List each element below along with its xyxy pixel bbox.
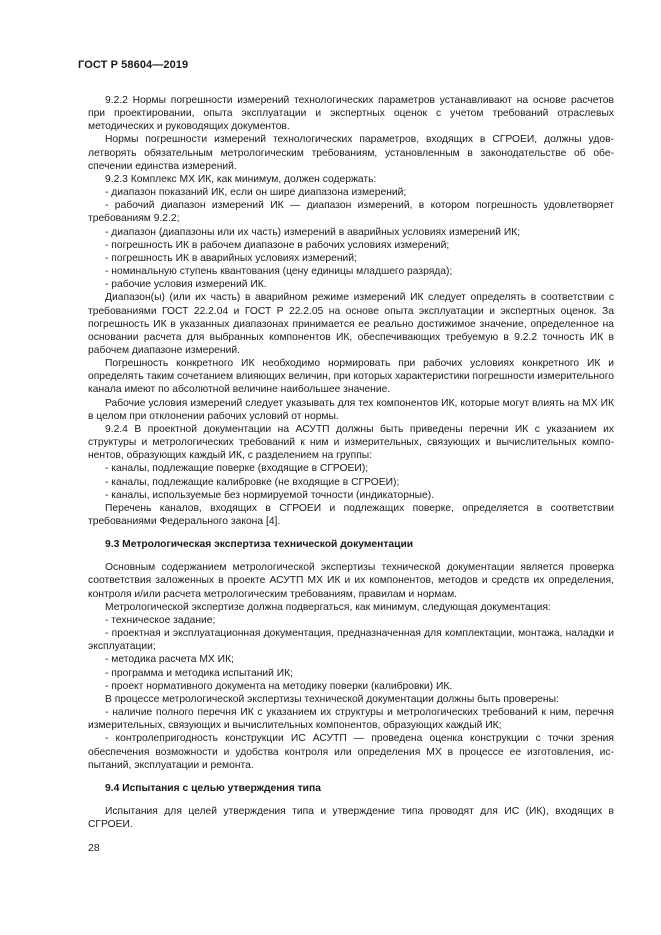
- list-item: - проектная и эксплуатационная документация, предназначенная для комплектации, монтажа, наладки и эксплуатации;: [88, 628, 614, 653]
- list-item: - каналы, используемые без нормируемой точности (индикаторные).: [105, 489, 435, 501]
- paragraph: Основным содержанием метрологической экспертизы технической документации является проверка соответствия заложенных в проекте АСУТП МХ ИК и их компонентов, методов и средств их определения, контроля и/или расчета метрологическим требованиям, правилам и нормам.: [88, 562, 614, 600]
- list-item: - рабочие условия измерений ИК.: [105, 279, 267, 291]
- paragraph: Перечень каналов, входящих в СГРОЕИ и подлежащих поверке, определяется в соответствии требованиями Федерального закона [4].: [88, 502, 614, 527]
- list-item: - методика расчета МХ ИК;: [105, 654, 234, 666]
- paragraph: Диапазон(ы) (или их часть) в аварийном режиме измерений ИК следует определять в соответствии с требованиями ГОСТ 22.2.04 и ГОСТ Р 22.2.05 на основе опыта эксплуатации и экспертных оценок. За погрешность ИК в указанных диапазонах принимается ее реально достижимое значение, определенное на основании расчета для выбранных компонентов ИК, обеспечивающих требуемую в 9.2.2 точность ИК в рабочем диапазоне измерений.: [88, 292, 614, 356]
- list-item: - номинальную ступень квантования (цену единицы младшего разряда);: [105, 266, 453, 278]
- list-item: - техническое задание;: [105, 614, 216, 626]
- list-item: - каналы, подлежащие калибровке (не входящие в СГРОЕИ);: [105, 476, 400, 488]
- paragraph: Рабочие условия измерений следует указывать для тех компонентов ИК, которые могут влиять на МХ ИК в целом при отклонении рабочих условий от нормы.: [88, 397, 614, 422]
- paragraph: Испытания для целей утверждения типа и утверждение типа проводят для ИС (ИК), входящих в СГРОЕИ.: [88, 805, 614, 831]
- list-item: - диапазон (диапазоны или их часть) измерений в аварийных условиях измерений ИК;: [105, 226, 521, 238]
- list-item: - контролепригодность конструкции ИС АСУТП — проведена оценка конструкции с точки зрения обеспечения возможности и удобства контроля или определения МХ в процессе ее изготовления, испытаний, эксплуатации и ремонта.: [88, 733, 614, 771]
- document-header: ГОСТ Р 58604—2019: [78, 59, 189, 71]
- paragraph: В процессе метрологической экспертизы технической документации должны быть проверены:: [105, 693, 559, 705]
- page-number: 28: [88, 842, 100, 854]
- paragraph: Погрешность конкретного ИК необходимо нормировать при рабочих условиях конкретного ИК и определять таким сочетанием влияющих величин, при которых характеристики погрешности измерительного канала имеют по абсолютной величине наибольшее значение.: [88, 358, 614, 396]
- section-heading: 9.3 Метрологическая экспертиза технической документации: [105, 539, 414, 551]
- list-item: - программа и методика испытаний ИК;: [105, 667, 294, 679]
- document-body: [88, 94, 614, 831]
- list-item: - каналы, подлежащие поверке (входящие в СГРОЕИ);: [105, 463, 369, 475]
- list-item: - погрешность ИК в аварийных условиях измерений;: [105, 252, 357, 264]
- list-item: - проект нормативного документа на методику поверки (калибровки) ИК.: [105, 680, 453, 692]
- list-item: - наличие полного перечня ИК с указанием их структуры и метрологических требований к ним, перечня измерительных, связующих и вычислительных компонентов, образующих каждый ИК;: [88, 707, 614, 732]
- section-heading: 9.4 Испытания с целью утверждения типа: [105, 782, 321, 794]
- list-item: - рабочий диапазон измерений ИК — диапазон измерений, в котором погрешность удовлетворяет требованиям 9.2.2;: [88, 200, 614, 225]
- paragraph: 9.2.4 В проектной документации на АСУТП должны быть приведены перечни ИК с указанием их структуры и метрологических требований к ним и измерительных, связующих и вычислительных компонентов, образующих каждый ИК, с разделением на группы:: [88, 423, 614, 462]
- list-item: - погрешность ИК в рабочем диапазоне в рабочих условиях измерений;: [105, 239, 450, 251]
- list-item: - диапазон показаний ИК, если он шире диапазона измерений;: [105, 187, 407, 199]
- paragraph: Нормы погрешности измерений технологических параметров, входящих в СГРОЕИ, должны удовлетворять обязательным метрологическим требованиям, установленным в законодательстве об обеспечении единства измерений.: [88, 134, 614, 172]
- paragraph: Метрологической экспертизе должна подвергаться, как минимум, следующая документация:: [105, 601, 551, 613]
- paragraph: 9.2.2 Нормы погрешности измерений технологических параметров устанавливают на основе расчетов при проектировании, опыта эксплуатации и экспертных оценок с учетом требований отраслевых методических и руководящих документов.: [88, 95, 614, 133]
- paragraph: 9.2.3 Комплекс МХ ИК, как минимум, должен содержать:: [105, 173, 377, 185]
